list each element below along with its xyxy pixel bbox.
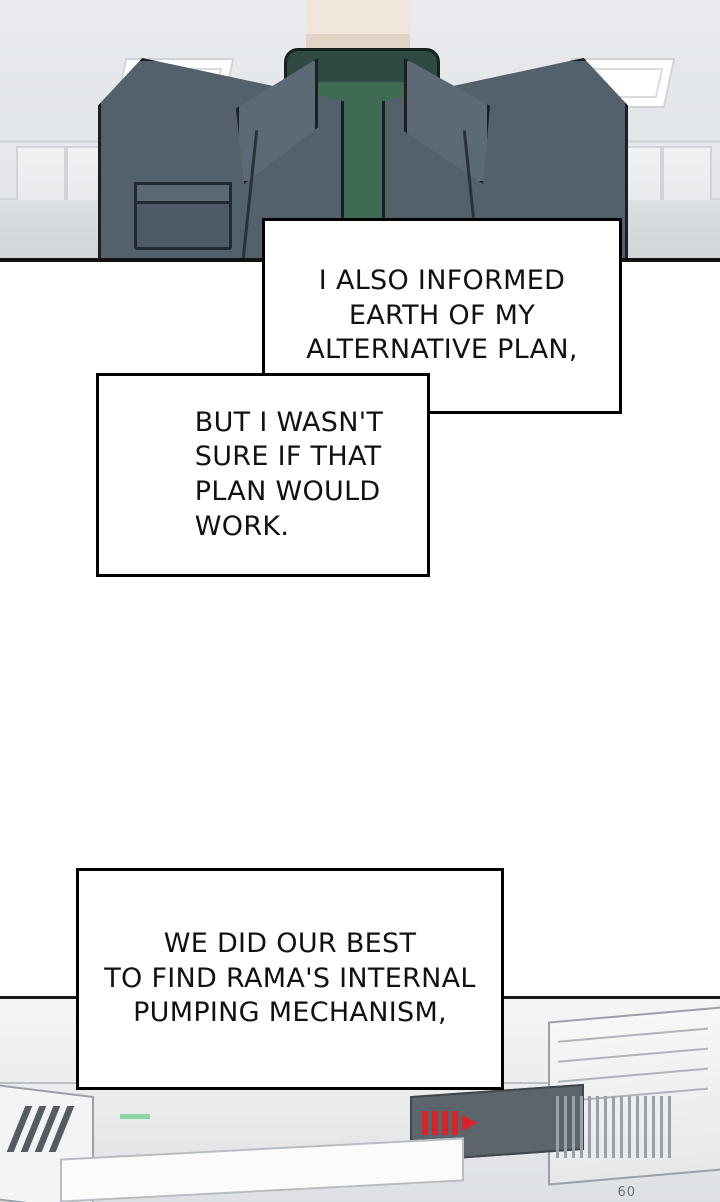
jacket-pocket-flap bbox=[134, 182, 232, 204]
wall-block bbox=[662, 146, 712, 204]
hazard-stripes bbox=[16, 1106, 72, 1154]
speech-bubble-2 bbox=[96, 373, 430, 577]
bubble-line: EARTH OF MY bbox=[348, 299, 536, 331]
bubble-line: WORK. bbox=[194, 510, 290, 542]
machinery-vents bbox=[556, 1096, 676, 1160]
speech-bubble-3-text bbox=[104, 927, 476, 1031]
bubble-line: PUMPING MECHANISM, bbox=[133, 997, 447, 1029]
speech-bubble-3 bbox=[76, 868, 504, 1090]
bubble-line: WE DID OUR BEST bbox=[163, 928, 417, 960]
wall-block bbox=[16, 146, 66, 204]
bubble-line: ALTERNATIVE PLAN, bbox=[306, 334, 578, 366]
speech-bubble-1-text bbox=[306, 264, 578, 368]
bubble-line: TO FIND RAMA'S INTERNAL bbox=[104, 962, 476, 994]
red-indicator-bars bbox=[422, 1111, 484, 1135]
bubble-line: SURE IF THAT bbox=[194, 441, 382, 473]
machinery-green-indicator bbox=[120, 1114, 150, 1119]
bubble-line: I ALSO INFORMED bbox=[318, 265, 566, 297]
red-arrow-icon bbox=[462, 1115, 477, 1131]
bubble-line: BUT I WASN'T bbox=[194, 406, 384, 438]
bubble-line: PLAN WOULD bbox=[194, 476, 381, 507]
page-corner-label: 60 bbox=[617, 1185, 636, 1200]
speech-bubble-2-text bbox=[143, 406, 383, 544]
